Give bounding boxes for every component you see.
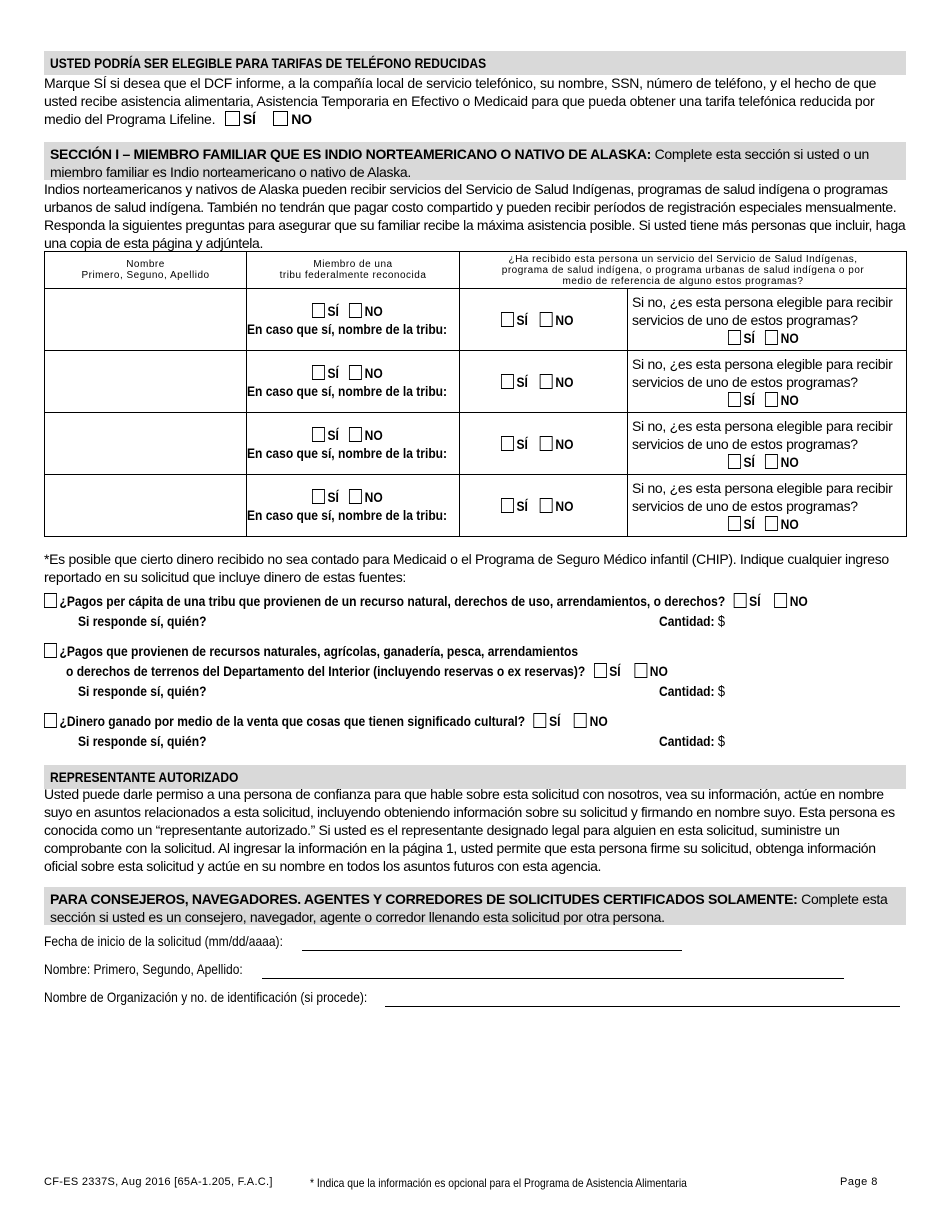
eligible-no-label: NO bbox=[780, 329, 799, 346]
q2-yes-checkbox[interactable] bbox=[594, 663, 607, 678]
section1-title-bold: SECCIÓN I – MIEMBRO FAMILIAR QUE ES INDIO NORTEAMERICANO O NATIVO DE ALASKA: bbox=[50, 146, 652, 162]
service-received-cell bbox=[460, 413, 628, 475]
service-no-checkbox[interactable] bbox=[540, 312, 553, 327]
service-yes-checkbox[interactable] bbox=[501, 374, 514, 389]
name-cell[interactable] bbox=[45, 289, 247, 351]
service-yes-checkbox[interactable] bbox=[501, 436, 514, 451]
tribe-name-question: En caso que sí, nombre de la tribu: bbox=[247, 320, 448, 337]
q1-no-checkbox[interactable] bbox=[774, 593, 787, 608]
q1-no-label: NO bbox=[789, 593, 808, 609]
counselors-title bbox=[44, 887, 906, 925]
start-date-field[interactable] bbox=[302, 950, 682, 951]
tribe-member-cell bbox=[247, 413, 460, 475]
service-no-label: NO bbox=[555, 497, 574, 514]
tribe-member-cell bbox=[247, 351, 460, 413]
tribe-no-checkbox[interactable] bbox=[349, 365, 362, 380]
phone-section-title: USTED PODRÍA SER ELEGIBLE PARA TARIFAS DE TELÉFONO REDUCIDAS bbox=[44, 51, 906, 75]
income-q2 bbox=[44, 641, 914, 701]
eligible-no-checkbox[interactable] bbox=[765, 330, 778, 345]
tribe-yes-checkbox[interactable] bbox=[312, 303, 325, 318]
service-yes-label: SÍ bbox=[516, 497, 529, 514]
counselors-title-tail: Complete esta sección si usted es un consejero, navegador, agente o corredor llenando esta solicitud por otra persona. bbox=[50, 891, 888, 925]
name-cell[interactable] bbox=[45, 351, 247, 413]
service-received-cell bbox=[460, 289, 628, 351]
q1-checkbox[interactable] bbox=[44, 593, 57, 608]
phone-section-body bbox=[44, 74, 906, 128]
tribe-member-cell bbox=[247, 289, 460, 351]
q3-yes-checkbox[interactable] bbox=[534, 713, 547, 728]
service-no-label: NO bbox=[555, 311, 574, 328]
eligible-yes-label: SÍ bbox=[743, 453, 755, 470]
tribe-yes-label: SÍ bbox=[327, 364, 339, 381]
table-row bbox=[45, 351, 907, 413]
section1-title bbox=[44, 142, 906, 180]
q3-currency: $ bbox=[717, 733, 726, 750]
start-date-label: Fecha de inicio de la solicitud (mm/dd/aaaa): bbox=[44, 933, 283, 949]
phone-body-text: Marque SÍ si desea que el DCF informe, a la compañía local de servicio telefónico, su nombre, SSN, número de teléfono, y el hecho de que usted recibe asistencia alimentaria, Asistencia Temporaria en Efectivo o Medicaid para que pueda obtener una tarifa telefónica reducida por medio del Programa Lifeline. bbox=[44, 75, 877, 127]
phone-yes-checkbox[interactable] bbox=[225, 111, 240, 126]
eligible-yes-label: SÍ bbox=[743, 391, 755, 408]
phone-no-label: NO bbox=[291, 111, 312, 127]
q3-text: ¿Dinero ganado por medio de la venta que cosas que tienen significado cultural? bbox=[59, 713, 526, 729]
service-received-cell bbox=[460, 475, 628, 537]
tribe-yes-checkbox[interactable] bbox=[312, 365, 325, 380]
service-no-checkbox[interactable] bbox=[540, 436, 553, 451]
service-yes-label: SÍ bbox=[516, 311, 529, 328]
eligible-no-checkbox[interactable] bbox=[765, 392, 778, 407]
table-header-row bbox=[45, 252, 907, 289]
q2-text-line1: ¿Pagos que provienen de recursos naturales, agrícolas, ganadería, pesca, arrendamientos bbox=[59, 643, 579, 659]
service-yes-checkbox[interactable] bbox=[501, 312, 514, 327]
service-yes-label: SÍ bbox=[516, 435, 529, 452]
tribe-no-label: NO bbox=[364, 488, 383, 505]
income-intro: *Es posible que cierto dinero recibido no sea contado para Medicaid o el Programa de Seguro Médico infantil (CHIP). Indique cualquier ingreso reportado en su solicitud que incluye dinero de estas fuentes: bbox=[44, 551, 889, 585]
tribe-yes-checkbox[interactable] bbox=[312, 427, 325, 442]
tribe-yes-label: SÍ bbox=[327, 426, 339, 443]
phone-no-checkbox[interactable] bbox=[273, 111, 288, 126]
service-received-cell bbox=[460, 351, 628, 413]
footer-page: Page 8 bbox=[840, 1176, 878, 1188]
name-field[interactable] bbox=[262, 978, 844, 979]
q2-currency: $ bbox=[717, 683, 726, 700]
service-no-label: NO bbox=[555, 435, 574, 452]
counselors-title-bold: PARA CONSEJEROS, NAVEGADORES. AGENTES Y CORREDORES DE SOLICITUDES CERTIFICADOS SOLAMENTE: bbox=[50, 891, 798, 907]
q2-who-label: Si responde sí, quién? bbox=[78, 683, 207, 699]
footer-note: * Indica que la información es opcional para el Programa de Asistencia Alimentaria bbox=[310, 1176, 687, 1190]
table-row bbox=[45, 413, 907, 475]
footer-form-id: CF-ES 2337S, Aug 2016 [65A-1.205, F.A.C.] bbox=[44, 1176, 273, 1188]
section1-body: Indios norteamericanos y nativos de Alaska pueden recibir servicios del Servicio de Salud Indígenas, programas de salud indígena o programas urbanos de salud indígena. También no tendrán que pagar costo compartido y pueden recibir períodos de registración especiales mensualmente. Responda la siguientes preguntas para asegurar que su familiar recibe la máxima asistencia posible. Si usted tiene más personas que incluir, haga una copia de esta página y adjúntela. bbox=[44, 181, 906, 251]
name-cell[interactable] bbox=[45, 475, 247, 537]
eligible-yes-checkbox[interactable] bbox=[728, 516, 741, 531]
phone-yes-label: SÍ bbox=[242, 111, 256, 127]
q3-who-label: Si responde sí, quién? bbox=[78, 733, 207, 749]
tribe-yes-checkbox[interactable] bbox=[312, 489, 325, 504]
eligible-cell bbox=[628, 289, 907, 351]
table-row bbox=[45, 475, 907, 537]
section1-title-tail: Complete esta sección si usted o un miembro familiar es Indio norteamericano o nativo de Alaska. bbox=[50, 146, 870, 180]
tribe-name-question: En caso que sí, nombre de la tribu: bbox=[247, 382, 448, 399]
tribe-no-label: NO bbox=[364, 302, 383, 319]
q3-checkbox[interactable] bbox=[44, 713, 57, 728]
income-q3 bbox=[44, 711, 914, 751]
eligible-cell bbox=[628, 475, 907, 537]
tribe-no-checkbox[interactable] bbox=[349, 303, 362, 318]
q1-yes-label: SÍ bbox=[749, 593, 761, 609]
service-no-checkbox[interactable] bbox=[540, 374, 553, 389]
org-label: Nombre de Organización y no. de identificación (si procede): bbox=[44, 989, 368, 1005]
q1-who-label: Si responde sí, quién? bbox=[78, 613, 207, 629]
service-yes-label: SÍ bbox=[516, 373, 529, 390]
service-no-checkbox[interactable] bbox=[540, 498, 553, 513]
eligible-question: Si no, ¿es esta persona elegible para recibir servicios de uno de estos programas? bbox=[632, 417, 893, 452]
name-cell[interactable] bbox=[45, 413, 247, 475]
q3-yes-label: SÍ bbox=[549, 713, 561, 729]
income-q1 bbox=[44, 591, 914, 631]
tribe-name-question: En caso que sí, nombre de la tribu: bbox=[247, 506, 448, 523]
col-name-header: Nombre Primero, Seguno, Apellido bbox=[45, 252, 247, 289]
q3-no-checkbox[interactable] bbox=[574, 713, 587, 728]
table-row bbox=[45, 289, 907, 351]
eligible-yes-checkbox[interactable] bbox=[728, 392, 741, 407]
q1-yes-checkbox[interactable] bbox=[734, 593, 747, 608]
representative-body: Usted puede darle permiso a una persona de confianza para que hable sobre esta solicitud con nosotros, vea su información, actúe en nombre suyo en asuntos relacionados a esta solicitud, incluyendo obteniendo información sobre su solicitud y firmando en nombre suyo. Esta persona es conocida como un “representante autorizado.” Si usted es el representante designado legal para alguien en esta solicitud, suministre un comprobante con la solicitud. Al ingresar la información en la página 1, usted permite que esta persona firme su solicitud, obtenga información oficial sobre esta solicitud y actúe en su nombre en todos los asuntos futuros con esta agencia. bbox=[44, 786, 895, 874]
eligible-question: Si no, ¿es esta persona elegible para recibir servicios de uno de estos programas? bbox=[632, 355, 893, 390]
tribe-table bbox=[44, 251, 907, 537]
eligible-yes-label: SÍ bbox=[743, 329, 755, 346]
q2-text-line2: o derechos de terrenos del Departamento del Interior (incluyendo reservas o ex reservas)? bbox=[66, 663, 586, 679]
col-tribe-header: Miembro de una tribu federalmente reconocida bbox=[247, 252, 460, 289]
q1-text: ¿Pagos per cápita de una tribu que provienen de un recurso natural, derechos de uso, arrendamientos, o derechos? bbox=[59, 593, 726, 609]
q3-no-label: NO bbox=[589, 713, 608, 729]
eligible-no-label: NO bbox=[780, 515, 799, 532]
eligible-no-checkbox[interactable] bbox=[765, 516, 778, 531]
q1-amount-label: Cantidad: bbox=[659, 613, 715, 629]
eligible-yes-label: SÍ bbox=[743, 515, 755, 532]
eligible-yes-checkbox[interactable] bbox=[728, 330, 741, 345]
representative-title: REPRESENTANTE AUTORIZADO bbox=[44, 765, 906, 789]
eligible-question: Si no, ¿es esta persona elegible para recibir servicios de uno de estos programas? bbox=[632, 293, 893, 328]
name-label: Nombre: Primero, Segundo, Apellido: bbox=[44, 961, 243, 977]
q1-currency: $ bbox=[717, 613, 726, 630]
eligible-question: Si no, ¿es esta persona elegible para recibir servicios de uno de estos programas? bbox=[632, 479, 893, 514]
q2-checkbox[interactable] bbox=[44, 643, 57, 658]
tribe-yes-label: SÍ bbox=[327, 302, 339, 319]
tribe-name-question: En caso que sí, nombre de la tribu: bbox=[247, 444, 448, 461]
tribe-no-label: NO bbox=[364, 364, 383, 381]
tribe-no-checkbox[interactable] bbox=[349, 489, 362, 504]
tribe-yes-label: SÍ bbox=[327, 488, 339, 505]
org-field[interactable] bbox=[385, 1006, 900, 1007]
eligible-no-label: NO bbox=[780, 391, 799, 408]
eligible-cell bbox=[628, 413, 907, 475]
eligible-yes-checkbox[interactable] bbox=[728, 454, 741, 469]
tribe-no-label: NO bbox=[364, 426, 383, 443]
eligible-no-checkbox[interactable] bbox=[765, 454, 778, 469]
col-service-header: ¿Ha recibido esta persona un servicio del Servicio de Salud Indígenas, programa de salud indígena, o programa urbanas de salud indígena o por medio de referencia de alguno estos programas? bbox=[460, 252, 907, 289]
q2-amount-label: Cantidad: bbox=[659, 683, 715, 699]
tribe-member-cell bbox=[247, 475, 460, 537]
service-yes-checkbox[interactable] bbox=[501, 498, 514, 513]
q3-amount-label: Cantidad: bbox=[659, 733, 715, 749]
eligible-cell bbox=[628, 351, 907, 413]
q2-no-label: NO bbox=[649, 663, 668, 679]
q2-no-checkbox[interactable] bbox=[634, 663, 647, 678]
eligible-no-label: NO bbox=[780, 453, 799, 470]
q2-yes-label: SÍ bbox=[609, 663, 621, 679]
service-no-label: NO bbox=[555, 373, 574, 390]
tribe-no-checkbox[interactable] bbox=[349, 427, 362, 442]
